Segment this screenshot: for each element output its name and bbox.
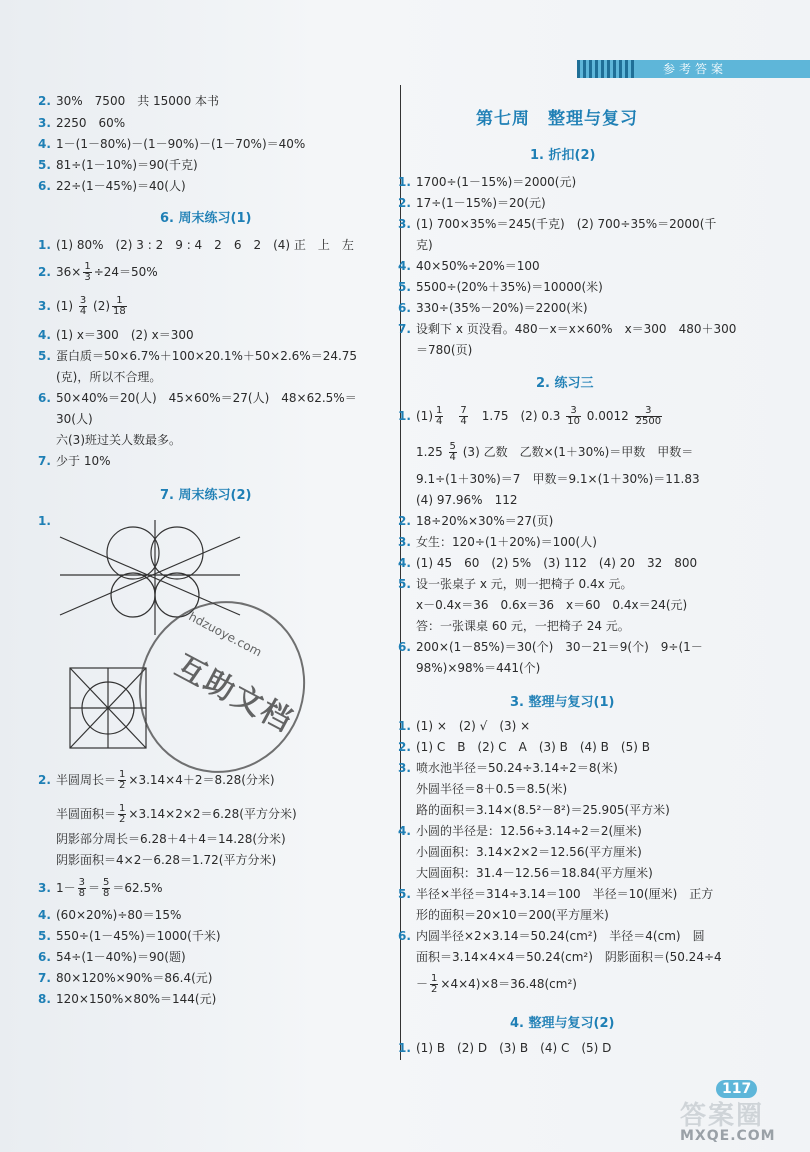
answer-line: 3. 喷水池半径＝50.24÷3.14÷2＝8(米)	[398, 761, 618, 775]
site-watermark-url: MXQE.COM	[680, 1128, 776, 1144]
section-title: 3. 整理与复习(1)	[510, 695, 615, 710]
answer-line: 1.25 $\frac{5}{4}$ (3) 乙数 乙数×(1＋30%)＝甲数 甲数＝	[416, 441, 694, 463]
answer-line: 2. 17÷(1－15%)＝20(元)	[398, 196, 546, 210]
answer-line: 形的面积＝20×10＝200(平方厘米)	[416, 908, 609, 922]
answer-line: 3. 1－ $\frac{3}{8}$ ＝ $\frac{5}{8}$ ＝62.5%	[38, 877, 163, 899]
answer-line: 4. 40×50%÷20%＝100	[398, 259, 540, 273]
answer-line: 6. 22÷(1－45%)＝40(人)	[38, 179, 186, 193]
answer-line: 5. 81÷(1－10%)＝90(千克)	[38, 158, 198, 172]
answer-line: ＝780(页)	[416, 343, 473, 357]
answer-line: 答：一张课桌 60 元，一把椅子 24 元。	[416, 619, 630, 633]
answer-line: 4. (1) 45 60 (2) 5% (3) 112 (4) 20 32 800	[398, 556, 698, 570]
answer-line: 6. 54÷(1－40%)＝90(题)	[38, 950, 186, 964]
section-title: 7. 周末练习(2)	[160, 488, 252, 503]
answer-line: 7. 80×120%×90%＝86.4(元)	[38, 971, 213, 985]
answer-line: 5. 半径×半径＝314÷3.14＝100 半径＝10(厘米) 正方	[398, 887, 714, 901]
answer-line: 5. 550÷(1－45%)＝1000(千米)	[38, 929, 221, 943]
answer-line: 1. (1) $\frac{1}{4}$ $\frac{7}{4}$ 1.75 (2) 0.3 $\frac{3}{10}$ 0.0012 $\frac{3}{2500}$	[398, 405, 662, 427]
answer-line: 1.	[38, 514, 51, 528]
answer-line: 2. 36× $\frac{1}{3}$ ÷24＝50%	[38, 261, 158, 283]
answer-line: 7. 设剩下 x 页没看。480－x＝x×60% x＝300 480＋300	[398, 322, 737, 336]
answer-line: 3. (1) 700×35%＝245(千克) (2) 700÷35%＝2000(千	[398, 217, 717, 231]
answer-line: 1. (1) × (2) √ (3) ×	[398, 719, 531, 733]
answer-line: 4. (1) x＝300 (2) x＝300	[38, 328, 194, 342]
header-stripes	[577, 60, 637, 78]
answer-line: 9.1÷(1＋30%)＝7 甲数＝9.1×(1＋30%)＝11.83	[416, 472, 700, 486]
answer-line: 2. 半圆周长＝ $\frac{1}{2}$ ×3.14×4＋2＝8.28(分米)	[38, 769, 275, 791]
stamp-watermark: hdzuoye.com 互助文档	[109, 572, 335, 803]
answer-line: 面积＝3.14×4×4＝50.24(cm²) 阴影面积＝(50.24÷4	[416, 950, 722, 964]
page-number: 117	[716, 1080, 757, 1098]
section-title: 2. 练习三	[536, 376, 594, 391]
answer-line: 4. (60×20%)÷80＝15%	[38, 908, 182, 922]
answer-line: 5. 蛋白质＝50×6.7%＋100×20.1%＋50×2.6%＝24.75	[38, 349, 358, 363]
answer-line: 2. (1) C B (2) C A (3) B (4) B (5) B	[398, 740, 650, 754]
section-title: 6. 周末练习(1)	[160, 211, 252, 226]
answer-line: 3. 2250 60%	[38, 116, 126, 130]
answer-line: 六(3)班过关人数最多。	[56, 433, 181, 447]
section-title: 4. 整理与复习(2)	[510, 1016, 615, 1031]
answer-line: 1. (1) 80% (2) 3 : 2 9 : 4 2 6 2 (4) 正 上 左	[38, 238, 354, 252]
answer-line: － $\frac{1}{2}$ ×4×4)×8＝36.48(cm²)	[416, 973, 577, 995]
answer-line: 3. 女生：120÷(1＋20%)＝100(人)	[398, 535, 597, 549]
answer-line: 5. 设一张桌子 x 元，则一把椅子 0.4x 元。	[398, 577, 633, 591]
section-title: 1. 折扣(2)	[530, 148, 596, 163]
answer-line: 小圆面积：3.14×2×2＝12.56(平方厘米)	[416, 845, 642, 859]
answer-line: 路的面积＝3.14×(8.5²－8²)＝25.905(平方米)	[416, 803, 670, 817]
chapter-title: 第七周 整理与复习	[476, 109, 638, 129]
answer-line: 2. 18÷20%×30%＝27(页)	[398, 514, 554, 528]
answer-line: 6. 50×40%＝20(人) 45×60%＝27(人) 48×62.5%＝	[38, 391, 357, 405]
answer-line: 7. 少于 10%	[38, 454, 111, 468]
answer-line: 6. 200×(1－85%)＝30(个) 30－21＝9(个) 9÷(1－	[398, 640, 703, 654]
answer-line: 98%)×98%＝441(个)	[416, 661, 541, 675]
answer-line: x－0.4x＝36 0.6x＝36 x＝60 0.4x＝24(元)	[416, 598, 688, 612]
answer-line: 2. 30% 7500 共 15000 本书	[38, 94, 220, 108]
answer-line: 1. (1) B (2) D (3) B (4) C (5) D	[398, 1041, 612, 1055]
answer-line: 30(人)	[56, 412, 93, 426]
header-label: 参考答案	[662, 62, 727, 76]
answer-line: (4) 97.96% 112	[416, 493, 518, 507]
answer-line: 大圆面积：31.4－12.56＝18.84(平方厘米)	[416, 866, 653, 880]
answer-line: 5. 5500÷(20%＋35%)＝10000(米)	[398, 280, 603, 294]
answer-line: (克)，所以不合理。	[56, 370, 162, 384]
column-divider	[400, 85, 401, 1060]
site-watermark: 答案圈	[680, 1101, 765, 1131]
answer-line: 半圆面积＝ $\frac{1}{2}$ ×3.14×2×2＝6.28(平方分米)	[56, 803, 297, 825]
answer-line: 克)	[416, 238, 433, 252]
answer-line: 4. 小圆的半径是：12.56÷3.14÷2＝2(厘米)	[398, 824, 642, 838]
answer-line: 6. 内圆半径×2×3.14＝50.24(cm²) 半径＝4(cm) 圆	[398, 929, 705, 943]
answer-line: 6. 330÷(35%－20%)＝2200(米)	[398, 301, 588, 315]
answer-line: 8. 120×150%×80%＝144(元)	[38, 992, 217, 1006]
answer-line: 阴影面积＝4×2－6.28＝1.72(平方分米)	[56, 853, 277, 867]
answer-line: 1. 1700÷(1－15%)＝2000(元)	[398, 175, 577, 189]
answer-line: 3. (1) $\frac{3}{4}$ (2) $\frac{1}{18}$	[38, 295, 126, 317]
square-figure	[62, 660, 152, 755]
answer-line: 阴影部分周长＝6.28＋4＋4＝14.28(分米)	[56, 832, 286, 846]
answer-line: 4. 1－(1－80%)－(1－90%)－(1－70%)＝40%	[38, 137, 306, 151]
answer-line: 外圆半径＝8＋0.5＝8.5(米)	[416, 782, 568, 796]
